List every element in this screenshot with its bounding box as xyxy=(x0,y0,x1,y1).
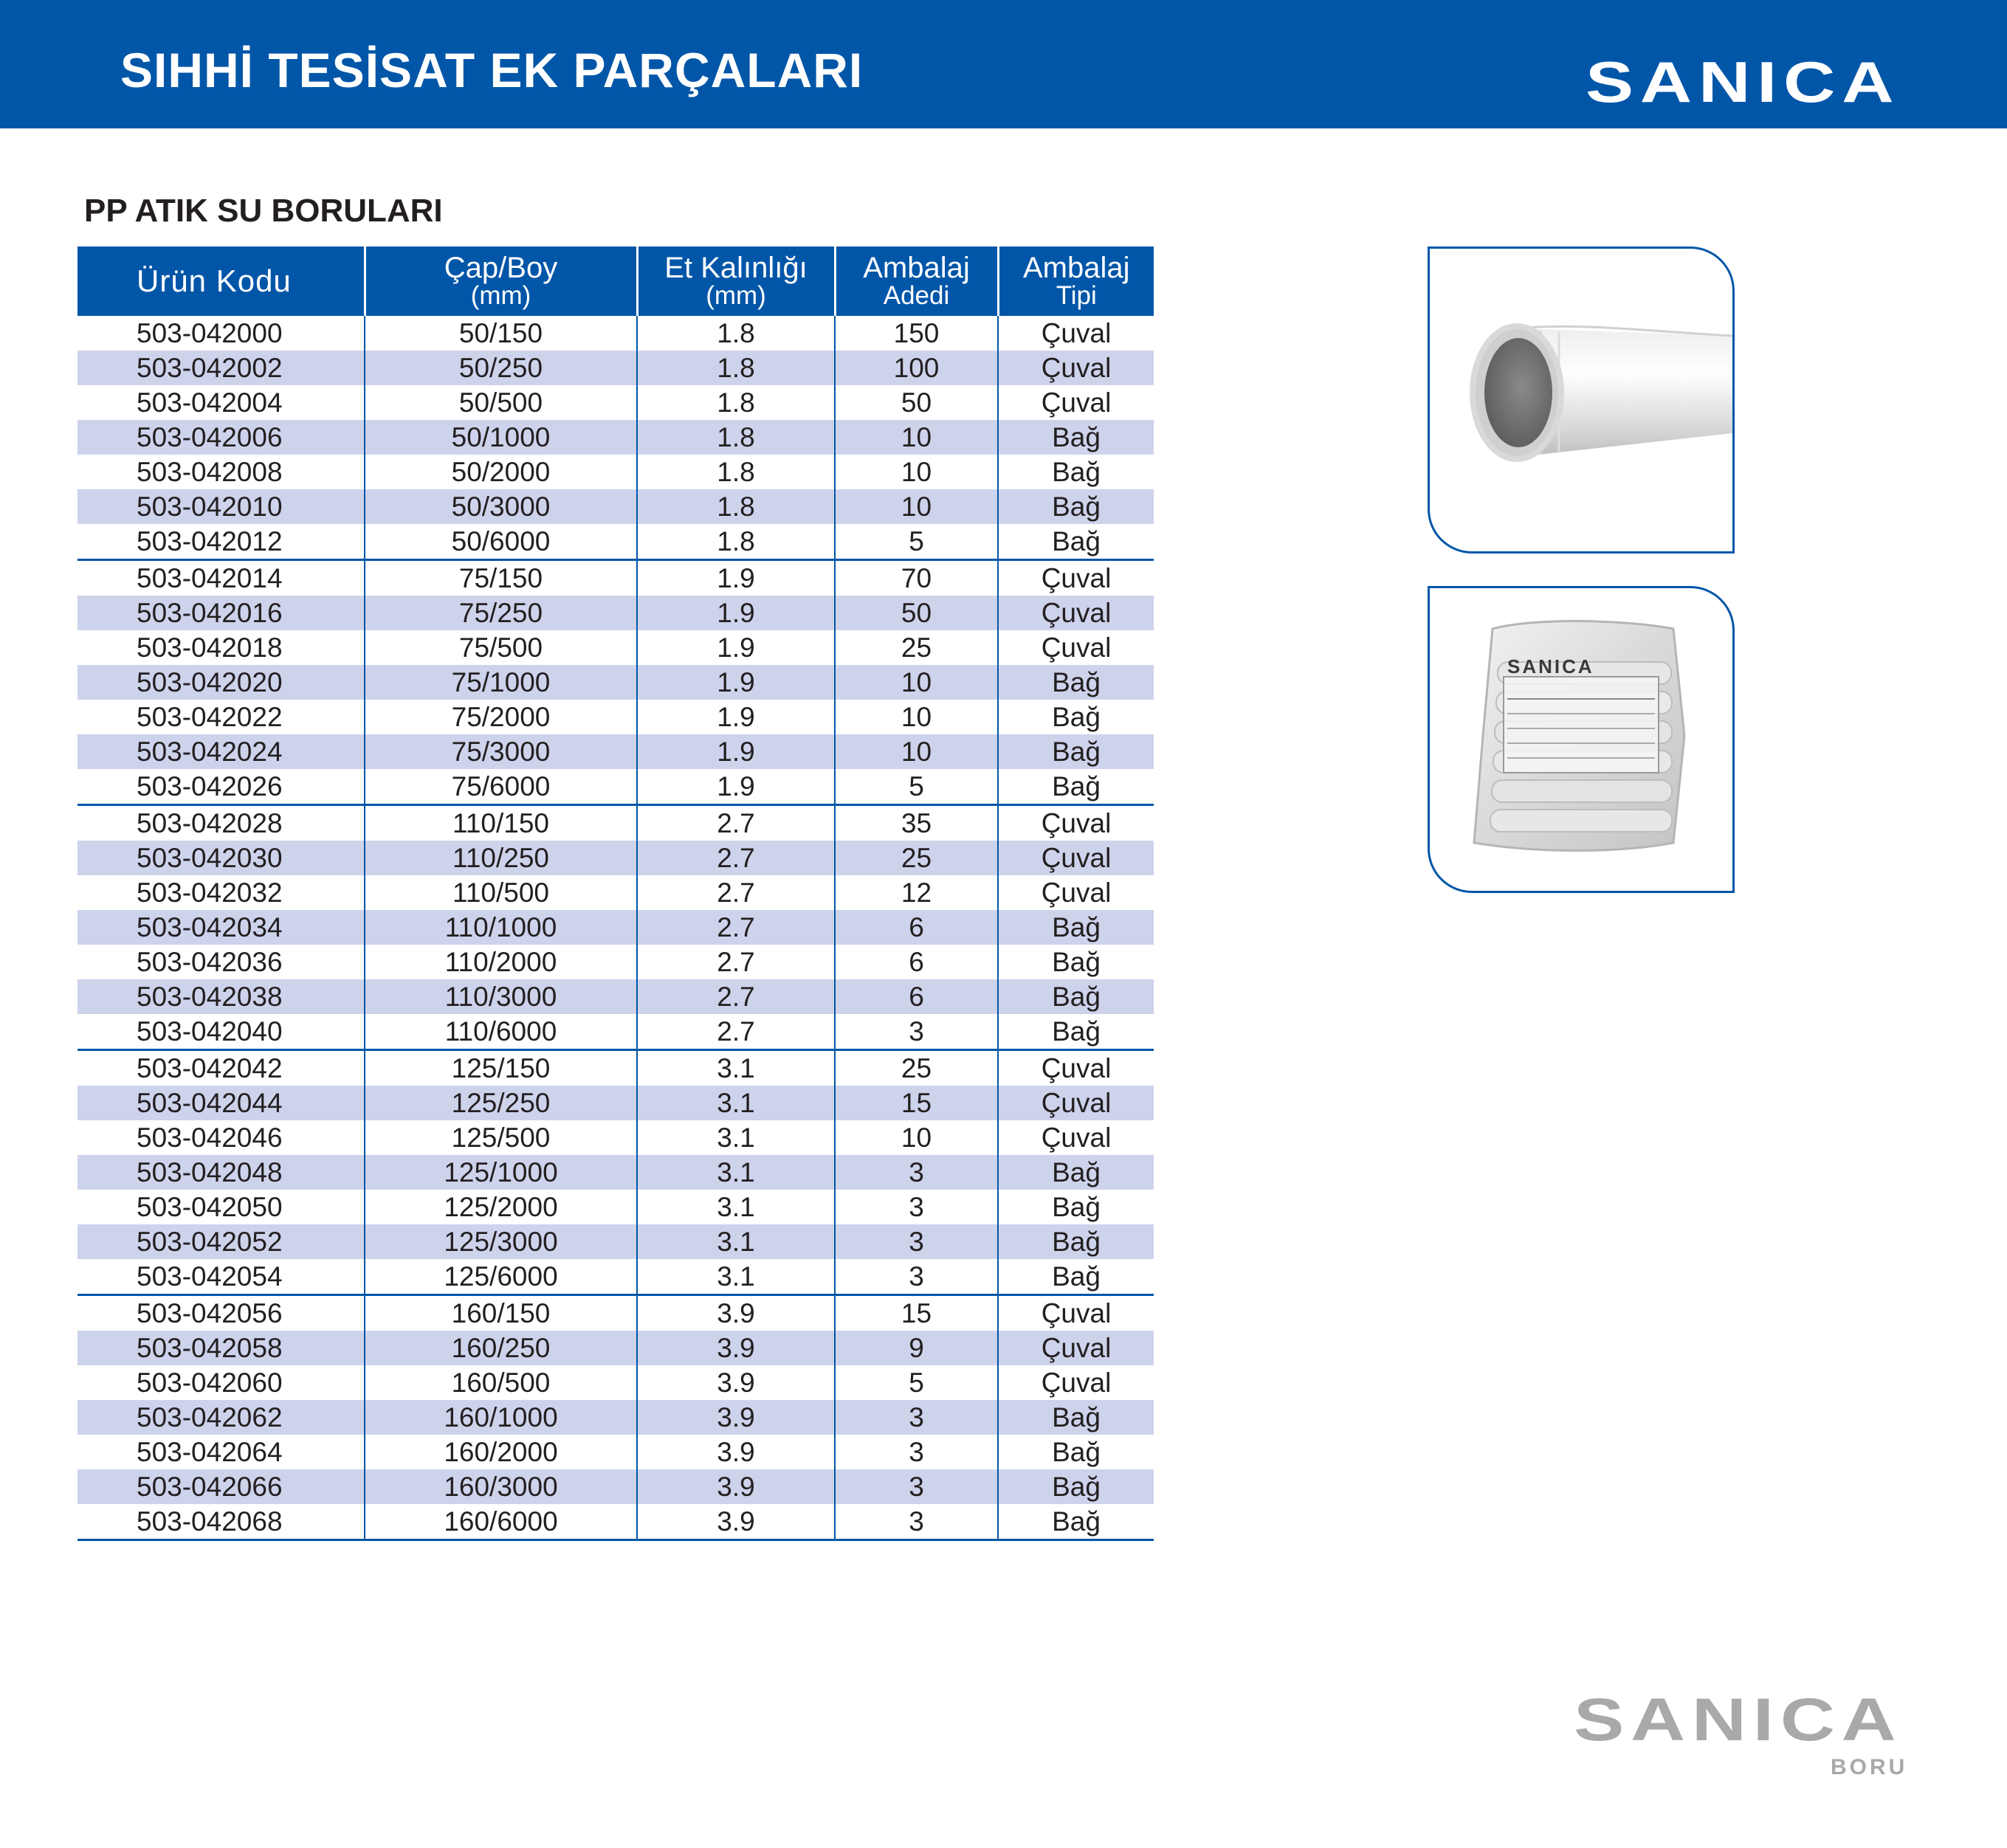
cell-package-count: 3 xyxy=(835,1469,998,1504)
cell-package-count: 6 xyxy=(835,910,998,945)
header-bar xyxy=(0,0,2007,128)
cell-package-type: Bağ xyxy=(998,1014,1154,1050)
table-row xyxy=(78,630,1154,665)
cell-package-type: Çuval xyxy=(998,875,1154,910)
table-row xyxy=(78,1086,1154,1120)
cell-package-count: 100 xyxy=(835,351,998,385)
cell-product-code: 503-042034 xyxy=(78,910,365,945)
cell-wall-thickness: 3.1 xyxy=(637,1120,835,1155)
cell-package-count: 50 xyxy=(835,596,998,630)
pipe-illustration xyxy=(1430,249,1732,551)
table-row xyxy=(78,841,1154,875)
cell-wall-thickness: 3.9 xyxy=(637,1295,835,1331)
cell-diameter-length: 125/1000 xyxy=(365,1155,637,1190)
cell-wall-thickness: 2.7 xyxy=(637,979,835,1014)
column-header-package-type: Ambalaj Tipi xyxy=(998,246,1154,316)
table-row xyxy=(78,1155,1154,1190)
cell-diameter-length: 160/250 xyxy=(365,1331,637,1365)
cell-wall-thickness: 2.7 xyxy=(637,945,835,979)
cell-package-count: 70 xyxy=(835,560,998,596)
cell-diameter-length: 125/150 xyxy=(365,1050,637,1086)
cell-package-count: 3 xyxy=(835,1224,998,1259)
cell-wall-thickness: 1.9 xyxy=(637,665,835,700)
cell-wall-thickness: 1.8 xyxy=(637,489,835,524)
product-table xyxy=(78,246,1154,1541)
cell-package-count: 6 xyxy=(835,979,998,1014)
cell-product-code: 503-042016 xyxy=(78,596,365,630)
cell-diameter-length: 125/2000 xyxy=(365,1190,637,1224)
cell-package-type: Bağ xyxy=(998,979,1154,1014)
cell-package-count: 25 xyxy=(835,630,998,665)
cell-wall-thickness: 3.9 xyxy=(637,1400,835,1435)
table-row xyxy=(78,1435,1154,1469)
table-row xyxy=(78,769,1154,805)
cell-diameter-length: 125/250 xyxy=(365,1086,637,1120)
table-row xyxy=(78,524,1154,560)
cell-package-type: Bağ xyxy=(998,1155,1154,1190)
page-title: SIHHİ TESİSAT EK PARÇALARI xyxy=(120,43,864,97)
cell-diameter-length: 160/150 xyxy=(365,1295,637,1331)
cell-package-count: 50 xyxy=(835,385,998,420)
cell-package-type: Bağ xyxy=(998,1224,1154,1259)
cell-wall-thickness: 3.9 xyxy=(637,1469,835,1504)
pipe-photo xyxy=(1428,246,1735,554)
table-row xyxy=(78,665,1154,700)
cell-diameter-length: 110/6000 xyxy=(365,1014,637,1050)
cell-wall-thickness: 2.7 xyxy=(637,910,835,945)
cell-diameter-length: 75/6000 xyxy=(365,769,637,805)
cell-diameter-length: 110/250 xyxy=(365,841,637,875)
cell-package-type: Bağ xyxy=(998,700,1154,734)
cell-package-type: Bağ xyxy=(998,524,1154,560)
section-title: PP ATIK SU BORULARI xyxy=(84,193,443,229)
package-logo: SANICA xyxy=(1507,655,1594,678)
cell-package-type: Bağ xyxy=(998,1259,1154,1295)
cell-product-code: 503-042058 xyxy=(78,1331,365,1365)
cell-wall-thickness: 3.9 xyxy=(637,1365,835,1400)
cell-product-code: 503-042012 xyxy=(137,526,283,556)
cell-package-count: 5 xyxy=(835,769,998,805)
cell-diameter-length: 160/1000 xyxy=(365,1400,637,1435)
cell-package-count: 15 xyxy=(835,1086,998,1120)
cell-diameter-length: 125/6000 xyxy=(365,1259,637,1295)
cell-diameter-length: 50/2000 xyxy=(365,455,637,489)
cell-package-count: 10 xyxy=(835,700,998,734)
cell-diameter-length: 75/2000 xyxy=(365,700,637,734)
cell-diameter-length: 50/3000 xyxy=(365,489,637,524)
cell-package-count: 3 xyxy=(835,1190,998,1224)
footer-logo-sub: BORU xyxy=(1831,1755,1908,1779)
cell-package-count: 9 xyxy=(835,1331,998,1365)
table-row xyxy=(78,1469,1154,1504)
cell-package-type: Çuval xyxy=(998,1331,1154,1365)
cell-package-count: 12 xyxy=(835,875,998,910)
cell-wall-thickness: 1.9 xyxy=(637,630,835,665)
cell-product-code: 503-042006 xyxy=(78,420,365,455)
cell-wall-thickness: 1.8 xyxy=(637,316,835,351)
cell-package-type: Çuval xyxy=(998,596,1154,630)
cell-diameter-length: 75/1000 xyxy=(365,665,637,700)
cell-package-count: 25 xyxy=(835,1050,998,1086)
cell-product-code: 503-042042 xyxy=(78,1050,365,1086)
cell-package-count: 5 xyxy=(835,1365,998,1400)
cell-package-count: 3 xyxy=(835,1014,998,1050)
cell-wall-thickness: 3.1 xyxy=(637,1224,835,1259)
cell-package-count: 35 xyxy=(835,805,998,841)
cell-diameter-length: 110/150 xyxy=(365,805,637,841)
cell-product-code: 503-042066 xyxy=(78,1469,365,1504)
brand-logo: SANICA xyxy=(1586,49,1901,114)
column-header-diameter-length: Çap/Boy (mm) xyxy=(365,246,637,316)
column-header-package-count: Ambalaj Adedi xyxy=(835,246,998,316)
table-row xyxy=(78,1400,1154,1435)
cell-product-code: 503-042062 xyxy=(78,1400,365,1435)
cell-product-code: 503-042014 xyxy=(78,560,365,596)
cell-package-type: Bağ xyxy=(998,420,1154,455)
package-photo xyxy=(1428,586,1735,893)
package-illustration xyxy=(1430,588,1732,891)
table-row xyxy=(78,1259,1154,1295)
cell-package-count: 10 xyxy=(835,1120,998,1155)
table-row xyxy=(78,945,1154,979)
cell-package-type: Bağ xyxy=(998,1190,1154,1224)
cell-wall-thickness: 1.8 xyxy=(637,455,835,489)
cell-product-code: 503-042024 xyxy=(78,734,365,769)
table-row xyxy=(78,489,1154,524)
cell-package-type: Çuval xyxy=(998,385,1154,420)
cell-package-count: 10 xyxy=(835,734,998,769)
cell-diameter-length: 125/500 xyxy=(365,1120,637,1155)
cell-package-count: 10 xyxy=(835,420,998,455)
table-body xyxy=(78,316,1154,1540)
cell-wall-thickness: 3.9 xyxy=(637,1435,835,1469)
cell-package-type: Bağ xyxy=(998,910,1154,945)
cell-package-type: Bağ xyxy=(998,1435,1154,1469)
table-row xyxy=(78,1190,1154,1224)
cell-package-type: Çuval xyxy=(998,1086,1154,1120)
cell-wall-thickness: 1.9 xyxy=(637,769,835,805)
cell-package-type: Çuval xyxy=(998,1365,1154,1400)
cell-diameter-length: 160/2000 xyxy=(365,1435,637,1469)
cell-package-count: 10 xyxy=(835,665,998,700)
cell-product-code: 503-042030 xyxy=(78,841,365,875)
cell-wall-thickness: 1.9 xyxy=(637,734,835,769)
cell-package-type: Bağ xyxy=(998,1469,1154,1504)
cell-wall-thickness: 2.7 xyxy=(637,875,835,910)
cell-diameter-length: 75/500 xyxy=(365,630,637,665)
cell-product-code: 503-042028 xyxy=(78,805,365,841)
cell-package-count: 10 xyxy=(835,489,998,524)
cell-product-code: 503-042010 xyxy=(78,489,365,524)
cell-wall-thickness: 3.9 xyxy=(637,1504,835,1540)
cell-product-code: 503-042008 xyxy=(137,457,283,487)
cell-product-code: 503-042040 xyxy=(137,1016,283,1047)
cell-wall-thickness: 3.9 xyxy=(637,1331,835,1365)
cell-diameter-length: 75/3000 xyxy=(365,734,637,769)
cell-package-count: 6 xyxy=(835,945,998,979)
cell-diameter-length: 110/2000 xyxy=(365,945,637,979)
cell-package-count: 3 xyxy=(835,1435,998,1469)
footer-logo: SANICA xyxy=(1574,1686,1903,1754)
table-row xyxy=(78,385,1154,420)
table-row xyxy=(78,455,1154,489)
table-row xyxy=(78,1050,1154,1086)
cell-wall-thickness: 1.8 xyxy=(637,524,835,560)
cell-package-count: 3 xyxy=(835,1259,998,1295)
cell-package-count: 5 xyxy=(835,524,998,560)
cell-diameter-length: 75/250 xyxy=(365,596,637,630)
cell-package-type: Çuval xyxy=(998,560,1154,596)
cell-diameter-length: 160/500 xyxy=(365,1365,637,1400)
cell-product-code: 503-042022 xyxy=(137,702,283,732)
cell-wall-thickness: 1.8 xyxy=(637,351,835,385)
table-row xyxy=(78,420,1154,455)
table-row xyxy=(78,1295,1154,1331)
cell-diameter-length: 110/1000 xyxy=(365,910,637,945)
cell-package-count: 25 xyxy=(835,841,998,875)
cell-package-type: Bağ xyxy=(998,489,1154,524)
cell-wall-thickness: 1.9 xyxy=(637,700,835,734)
cell-diameter-length: 50/6000 xyxy=(365,524,637,560)
table-row xyxy=(78,700,1154,734)
cell-package-count: 15 xyxy=(835,1295,998,1331)
cell-package-type: Çuval xyxy=(998,1295,1154,1331)
cell-wall-thickness: 1.9 xyxy=(637,560,835,596)
cell-product-code: 503-042060 xyxy=(137,1368,283,1398)
cell-diameter-length: 50/500 xyxy=(365,385,637,420)
cell-package-type: Bağ xyxy=(998,665,1154,700)
cell-diameter-length: 50/250 xyxy=(365,351,637,385)
cell-package-type: Çuval xyxy=(998,841,1154,875)
cell-product-code: 503-042056 xyxy=(78,1295,365,1331)
cell-product-code: 503-042064 xyxy=(137,1437,283,1467)
table-row xyxy=(78,979,1154,1014)
cell-product-code: 503-042044 xyxy=(78,1086,365,1120)
cell-product-code: 503-042048 xyxy=(78,1155,365,1190)
cell-package-type: Bağ xyxy=(998,769,1154,805)
cell-product-code: 503-042038 xyxy=(78,979,365,1014)
cell-diameter-length: 110/500 xyxy=(365,875,637,910)
cell-package-count: 150 xyxy=(835,316,998,351)
table-row xyxy=(78,596,1154,630)
cell-package-type: Bağ xyxy=(998,1400,1154,1435)
cell-product-code: 503-042068 xyxy=(78,1504,365,1540)
cell-package-count: 3 xyxy=(835,1155,998,1190)
cell-diameter-length: 110/3000 xyxy=(365,979,637,1014)
table-row xyxy=(78,1331,1154,1365)
cell-product-code: 503-042046 xyxy=(137,1123,283,1153)
cell-package-count: 3 xyxy=(835,1400,998,1435)
cell-wall-thickness: 1.8 xyxy=(637,385,835,420)
cell-product-code: 503-042018 xyxy=(137,632,283,663)
table-row xyxy=(78,910,1154,945)
column-header-wall-thickness: Et Kalınlığı (mm) xyxy=(637,246,835,316)
table-row xyxy=(78,734,1154,769)
cell-package-type: Bağ xyxy=(998,945,1154,979)
cell-package-type: Çuval xyxy=(998,805,1154,841)
table-row xyxy=(78,1504,1154,1540)
cell-package-type: Çuval xyxy=(998,630,1154,665)
cell-package-count: 10 xyxy=(835,455,998,489)
cell-product-code: 503-042000 xyxy=(137,318,283,348)
cell-product-code: 503-042050 xyxy=(137,1192,283,1222)
cell-product-code: 503-042032 xyxy=(137,878,283,908)
table-header-row xyxy=(78,246,1154,316)
cell-package-type: Bağ xyxy=(998,734,1154,769)
cell-package-type: Çuval xyxy=(998,351,1154,385)
cell-product-code: 503-042026 xyxy=(137,771,283,801)
cell-package-type: Çuval xyxy=(998,1120,1154,1155)
table-row xyxy=(78,1014,1154,1050)
cell-wall-thickness: 3.1 xyxy=(637,1050,835,1086)
cell-package-type: Bağ xyxy=(998,1504,1154,1540)
cell-wall-thickness: 3.1 xyxy=(637,1190,835,1224)
cell-product-code: 503-042052 xyxy=(78,1224,365,1259)
cell-product-code: 503-042054 xyxy=(137,1261,283,1292)
cell-wall-thickness: 1.8 xyxy=(637,420,835,455)
cell-diameter-length: 75/150 xyxy=(365,560,637,596)
cell-wall-thickness: 2.7 xyxy=(637,805,835,841)
cell-wall-thickness: 3.1 xyxy=(637,1086,835,1120)
table-row xyxy=(78,805,1154,841)
cell-product-code: 503-042004 xyxy=(137,387,283,418)
table-row xyxy=(78,875,1154,910)
column-header-product-code: Ürün Kodu xyxy=(78,246,365,316)
cell-wall-thickness: 3.1 xyxy=(637,1155,835,1190)
cell-diameter-length: 160/3000 xyxy=(365,1469,637,1504)
cell-product-code: 503-042020 xyxy=(78,665,365,700)
cell-package-type: Çuval xyxy=(998,316,1154,351)
table-row xyxy=(78,1365,1154,1400)
table-row xyxy=(78,316,1154,351)
cell-wall-thickness: 1.9 xyxy=(637,596,835,630)
cell-diameter-length: 50/1000 xyxy=(365,420,637,455)
cell-product-code: 503-042036 xyxy=(137,947,283,977)
cell-wall-thickness: 2.7 xyxy=(637,841,835,875)
table-row xyxy=(78,1224,1154,1259)
cell-package-type: Bağ xyxy=(998,455,1154,489)
cell-product-code: 503-042002 xyxy=(78,351,365,385)
cell-diameter-length: 50/150 xyxy=(365,316,637,351)
cell-package-type: Çuval xyxy=(998,1050,1154,1086)
table-row xyxy=(78,1120,1154,1155)
cell-wall-thickness: 3.1 xyxy=(637,1259,835,1295)
cell-diameter-length: 125/3000 xyxy=(365,1224,637,1259)
cell-diameter-length: 160/6000 xyxy=(365,1504,637,1540)
table-row xyxy=(78,560,1154,596)
cell-package-count: 3 xyxy=(835,1504,998,1540)
table-row xyxy=(78,351,1154,385)
cell-wall-thickness: 2.7 xyxy=(637,1014,835,1050)
